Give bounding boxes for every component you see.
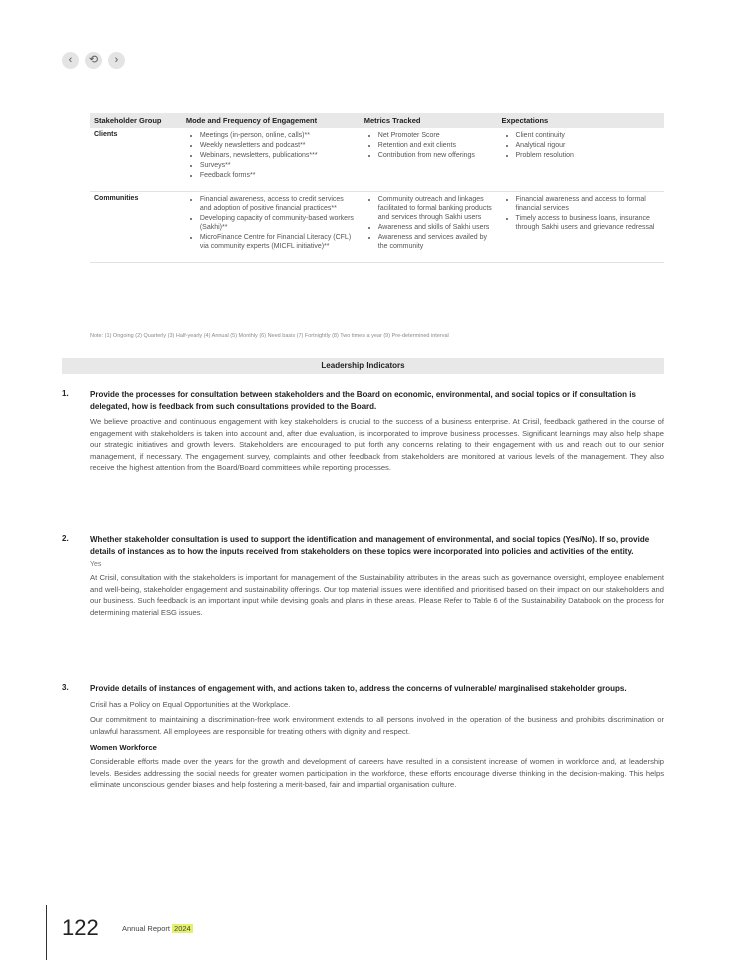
list-item: • Awareness and skills of Sakhi users	[378, 223, 494, 232]
mode-cell	[182, 128, 360, 192]
list-item: • Net Promoter Score	[378, 131, 494, 140]
question-number: 2.	[62, 534, 69, 543]
list-item: • Webinars, newsletters, publications***	[200, 151, 356, 160]
list-item: • Client continuity	[516, 131, 660, 140]
col-header-expectations: Expectations	[498, 113, 664, 128]
list-item: • Community outreach and linkages facilitated to formal banking products and services through Sakhi users	[378, 195, 494, 222]
question-title: Provide the processes for consultation between stakeholders and the Board on economic, environmental, and social topics or if consultation is delegated, how is feedback from such consultations provided to the Board.	[90, 390, 636, 411]
col-header-mode: Mode and Frequency of Engagement	[182, 113, 360, 128]
list-item: • Awareness and services availed by the community	[378, 233, 494, 251]
section-heading: Leadership Indicators	[62, 358, 664, 374]
prev-page-button[interactable]: ‹	[62, 52, 79, 69]
col-header-group: Stakeholder Group	[90, 113, 182, 128]
table-row	[90, 192, 664, 263]
list-item: • Developing capacity of community-based workers (Sakhi)**	[200, 214, 356, 232]
mode-cell	[182, 192, 360, 263]
stakeholder-table	[90, 113, 664, 263]
answer-yes-no: Yes	[90, 561, 102, 568]
list-item: • Analytical rigour	[516, 141, 660, 150]
list-item: • Weekly newsletters and podcast**	[200, 141, 356, 150]
metrics-cell	[360, 192, 498, 263]
answer-text: At Crisil, consultation with the stakeholders is important for management of the Sustainability attributes in the areas such as governance oversight, employee enablement and well-being, stakeholder engagement and sustainability offerings. Our top material issues were identified and prioritised based on their impact on our stakeholders and our business. Such feedback is an important input while devising goals and plans in these areas. Please Refer to Table 6 of the Sustainability Databook on the process for determining material ESG issues.	[90, 573, 664, 617]
question-1	[62, 389, 664, 474]
page-nav	[62, 52, 125, 69]
question-title: Whether stakeholder consultation is used to support the identification and management of environmental, and social topics (Yes/No). If so, provide details of instances as to how the inputs received from stakeholders on these topics were incorporated into policies and activities of the entity.	[90, 535, 650, 556]
report-year: 2024	[174, 924, 191, 933]
list-item: • Feedback forms**	[200, 171, 356, 180]
list-item: • MicroFinance Centre for Financial Literacy (CFL) via community experts (MICFL initiative)**	[200, 233, 356, 251]
list-item: • Financial awareness, access to credit services and adoption of positive financial practices**	[200, 195, 356, 213]
question-number: 3.	[62, 683, 69, 692]
footer-divider	[46, 905, 47, 960]
expectations-cell	[498, 192, 664, 263]
col-header-metrics: Metrics Tracked	[360, 113, 498, 128]
question-3	[62, 683, 664, 791]
page-number: 122	[62, 915, 99, 940]
list-item: • Meetings (in-person, online, calls)**	[200, 131, 356, 140]
report-label	[122, 924, 193, 933]
table-row	[90, 128, 664, 192]
answer-text: Our commitment to maintaining a discrimination-free work environment extends to all persons involved in the operation of the business and prohibits discrimination or unlawful harassment. All employees are responsible for treating others with dignity and respect.	[90, 715, 664, 736]
list-item: • Timely access to business loans, insurance through Sakhi users and grievance redressal	[516, 214, 660, 232]
next-page-button[interactable]: ›	[108, 52, 125, 69]
question-title: Provide details of instances of engagement with, and actions taken to, address the concerns of vulnerable/ marginalised stakeholder groups.	[90, 684, 627, 693]
list-item: • Surveys**	[200, 161, 356, 170]
answer-lead: Crisil has a Policy on Equal Opportunities at the Workplace.	[90, 699, 291, 709]
table-header-row	[90, 113, 664, 128]
answer-text: We believe proactive and continuous engagement with key stakeholders is crucial to the success of a business enterprise. At Crisil, feedback gathered in the course of engagement with stakeholders is taken into account and, after due evaluation, is incorporated to improve business processes. Significant learnings may also help shape our strategic initiatives and growth levers. Stakeholders are encouraged to put forth any concerns relating to their engagement with us and reach out to our senior management, if necessary. The engagement survey, complaints and other feedback from stakeholders are monitored at various levels of the management. They also receive the highest attention from the Board/Board committees while reporting processes.	[90, 417, 664, 473]
subheading: Women Workforce	[90, 743, 157, 753]
list-item: • Financial awareness and access to formal financial services	[516, 195, 660, 213]
list-item: • Contribution from new offerings	[378, 151, 494, 160]
share-icon[interactable]: ⟲	[85, 52, 102, 69]
group-cell: Clients	[90, 128, 182, 192]
question-number: 1.	[62, 389, 69, 398]
expectations-cell	[498, 128, 664, 192]
list-item: • Problem resolution	[516, 151, 660, 160]
list-item: • Retention and exit clients	[378, 141, 494, 150]
metrics-cell	[360, 128, 498, 192]
group-cell: Communities	[90, 192, 182, 263]
answer-text: Considerable efforts made over the years for the growth and development of careers have resulted in a consistent increase of women in workforce and, at leadership levels. Besides addressing the social needs for greater women participation in the workforce, these efforts encourage diverse thinking in the decision-making. This helps eliminate unconscious gender biases and help fostering a merit-based, fair and impartial organisation culture.	[90, 757, 664, 790]
table-footnote: Note: (1) Ongoing (2) Quarterly (3) Half-yearly (4) Annual (5) Monthly (6) Need basis (7) Fortnightly (8) Two times a year (9) Pre-determined interval	[90, 333, 449, 339]
question-2	[62, 534, 664, 618]
report-title: Annual Report	[122, 924, 170, 933]
